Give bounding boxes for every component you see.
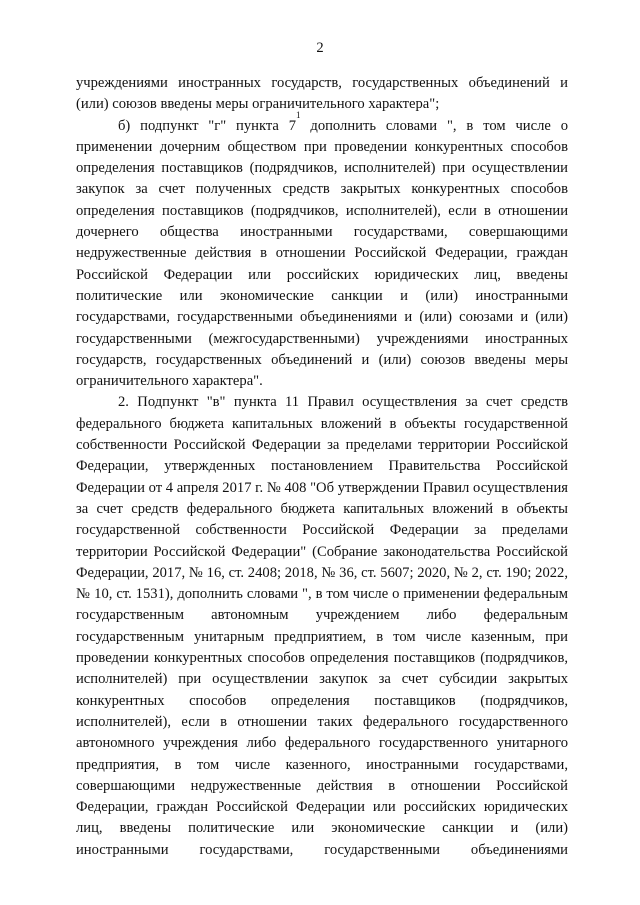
page-number: 2 xyxy=(316,40,324,56)
paragraph-text: учреждениями иностранных государств, государственных объединений и (или) союзов введены меры ограничительного характера"; xyxy=(76,75,568,113)
paragraph-text: 2. Подпункт "в" пункта 11 Правил осуществления за счет средств федерального бюджета капитальных вложений в объекты государственной собственности Российской Федерации за пределами территории Российской Федерации, утвержденных постановлением Правительства Российской Федерации от 4 апреля 2017 г. № 408 "Об утверждении Правил осуществления за счет средств федерального бюджета капитальных вложений в объекты государственной собственности Российской Федерации за пределами территории Российской Федерации" (Собрание законодательства Российской Федерации, 2017, № 16, ст. 2408; 2018, № 36, ст. 5607; 2020, № 2, ст. 190; 2022, № 10, ст. 1531), дополнить словами ", в том числе о применении федеральным государственным автономным учреждением либо федеральным государственным унитарным предприятием, в том числе казенным, при проведении конкурентных способов определения поставщиков (подрядчиков, исполнителей) при осуществлении закупок за счет субсидии закрытых конкурентных способов определения поставщиков (подрядчиков, исполнителей), если в отношении таких федерального государственного автономного учреждения либо федерального государственного унитарного предприятия, в том числе казенного, иностранными государствами, совершающими недружественные действия в отношении Российской Федерации, граждан Российской Федерации или российских юридических лиц, введены политические или экономические санкции и (или) иностранными государствами, государственными объединениями xyxy=(76,394,568,858)
paragraph-continuation xyxy=(76,73,568,116)
paragraph-text: дополнить словами ", в том числе о применении дочерним обществом при проведении конкурентных способов определения поставщиков (подрядчиков, исполнителей) при осуществлении закупок за счет полученных средств закрытых конкурентных способов определения поставщиков (подрядчиков, исполнителей), если в отношении дочернего общества иностранными государствами, совершающими недружественные действия в отношении Российской Федерации, граждан Российской Федерации или российских юридических лиц, введены политические или экономические санкции и (или) иностранными государствами, государственными объединениями и (или) союзами и (или) государственными (межгосударственными) учреждениями иностранных государств, государственных объединений и (или) союзов введены меры ограничительного характера". xyxy=(76,117,568,390)
paragraph-text: б) подпункт "г" пункта 7 xyxy=(118,117,297,134)
superscript-index: 1 xyxy=(296,109,301,120)
document-body xyxy=(76,73,568,861)
paragraph-subpoint-b xyxy=(76,109,568,393)
paragraph-point-2 xyxy=(76,392,568,861)
